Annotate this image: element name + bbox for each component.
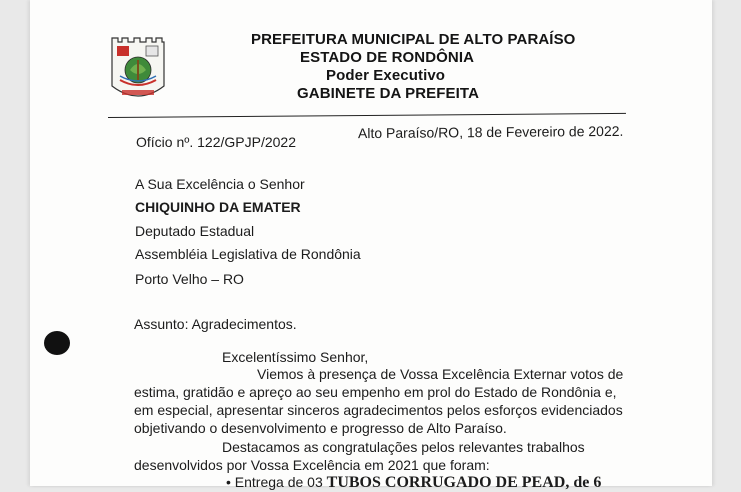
body-paragraph-line: objetivando o desenvolvimento e progresso de Alto Paraíso.: [134, 420, 507, 436]
recipient-role: Deputado Estadual: [135, 223, 255, 239]
body-paragraph-line: em especial, apresentar sinceros agradecimentos pelos esforços evidenciados: [134, 402, 623, 418]
body-paragraph-line: estima, gratidão e apreço ao seu empenho em prol do Estado de Rondônia e,: [134, 384, 617, 400]
header-prefeitura: PREFEITURA MUNICIPAL DE ALTO PARAÍSO: [251, 31, 576, 48]
subject-line: Assunto: Agradecimentos.: [134, 316, 297, 332]
office-number: Ofício nº. 122/GPJP/2022: [136, 134, 296, 150]
list-item-prefix: • Entrega de 03: [226, 474, 323, 490]
body-paragraph-line: Destacamos as congratulações pelos relevantes trabalhos: [222, 439, 585, 455]
header-gabinete: GABINETE DA PREFEITA: [297, 85, 480, 102]
ink-blot: [44, 331, 70, 355]
body-paragraph-line: desenvolvidos por Vossa Excelência em 2021 que foram:: [134, 457, 490, 473]
recipient-institution: Assembléia Legislativa de Rondônia: [135, 246, 361, 262]
recipient-salutation: A Sua Excelência o Senhor: [135, 176, 305, 192]
date-line: Alto Paraíso/RO, 18 de Fevereiro de 2022.: [357, 122, 624, 142]
body-paragraph-line: Viemos à presença de Vossa Excelência Externar votos de: [257, 366, 624, 382]
list-item-highlight: TUBOS CORRUGADO DE PEAD, de 6: [326, 474, 602, 491]
body-greeting: Excelentíssimo Senhor,: [222, 349, 369, 365]
recipient-location: Porto Velho – RO: [135, 271, 244, 287]
header-poder: Poder Executivo: [326, 67, 446, 84]
municipal-crest-logo: [108, 30, 168, 106]
recipient-name: CHIQUINHO DA EMATER: [135, 199, 301, 215]
header-estado: ESTADO DE RONDÔNIA: [300, 49, 475, 66]
list-item: [226, 474, 601, 492]
